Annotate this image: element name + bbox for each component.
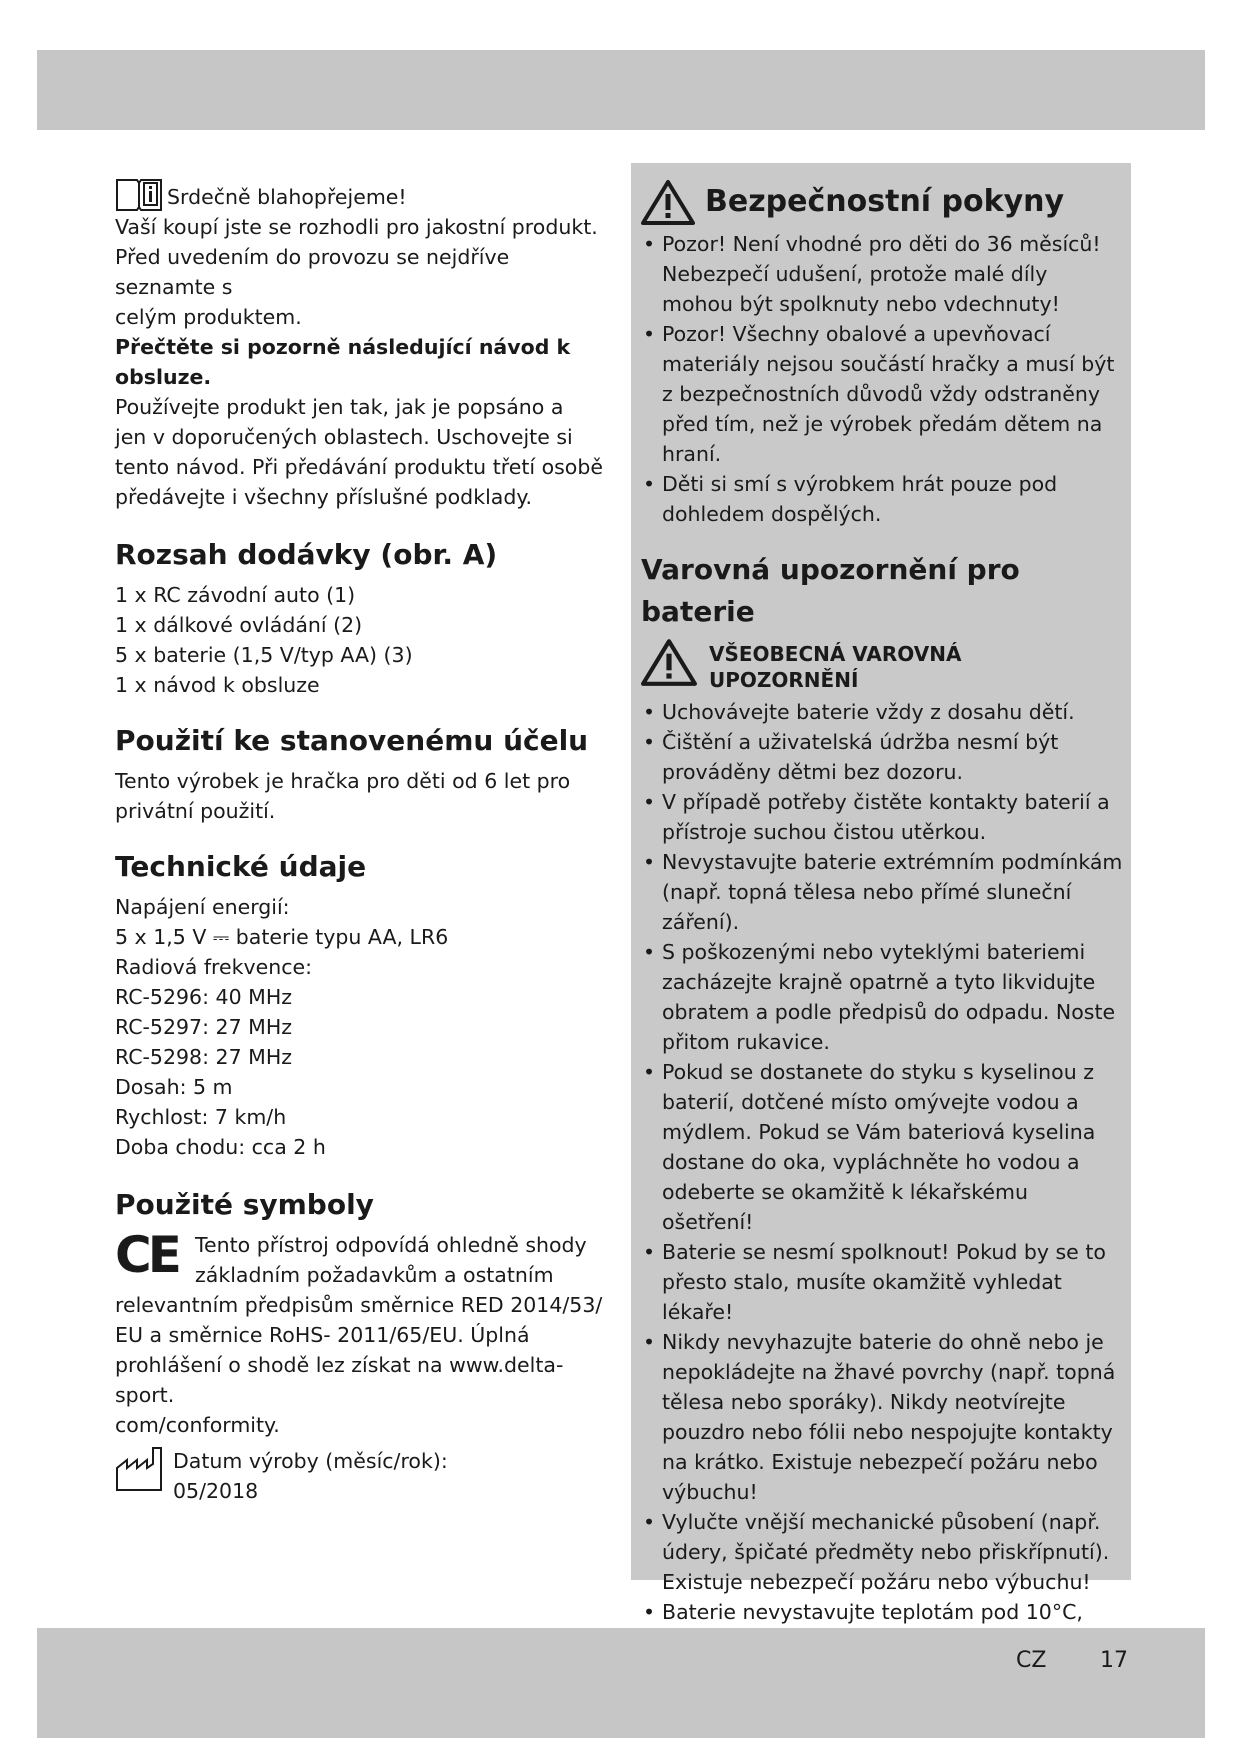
scope-item: 5 x baterie (1,5 V/typ AA) (3) xyxy=(115,643,413,667)
header-bar xyxy=(37,50,1205,130)
usage-line: Používejte produkt jen tak, jak je popsáno a xyxy=(115,395,564,419)
battery-item: • Baterie se nesmí spolknout! Pokud by se to přesto stalo, musíte okamžitě vyhledat lékaře! xyxy=(641,1237,1123,1327)
battery-item: • Nikdy nevyhazujte baterie do ohně nebo je nepokládejte na žhavé povrchy (např. topná tělesa nebo sporáky). Nikdy neotvírejte pouzdro nebo fólii nebo nespojujte kontakty na krátko. Existuje nebezpečí požáru nebo výbuchu! xyxy=(641,1327,1123,1507)
date-value: 05/2018 xyxy=(173,1479,259,1503)
battery-item: • Nevystavujte baterie extrémním podmínkám (např. topná tělesa nebo přímé sluneční záření). xyxy=(641,847,1123,937)
read-instructions-note: obsluze. xyxy=(115,365,212,389)
tech-list xyxy=(115,892,605,1162)
ce-line: com/conformity. xyxy=(115,1413,280,1437)
language-code: CZ xyxy=(1016,1648,1047,1673)
usage-line: předávejte i všechny příslušné podklady. xyxy=(115,485,533,509)
general-warning-row xyxy=(641,637,1123,693)
general-warning-title: VŠEOBECNÁ VAROVNÁ xyxy=(709,642,962,666)
usage-line: jen v doporučených oblastech. Uschovejte si xyxy=(115,425,573,449)
warning-icon xyxy=(641,637,697,687)
purpose-line: privátní použití. xyxy=(115,799,276,823)
tech-line: Dosah: 5 m xyxy=(115,1075,233,1099)
usage-line: tento návod. Při předávání produktu třetí osobě xyxy=(115,455,603,479)
safety-panel xyxy=(631,163,1131,1624)
general-warning-title: UPOZORNĚNÍ xyxy=(709,668,859,692)
battery-heading-line: baterie xyxy=(641,595,755,628)
battery-item: • Uchovávejte baterie vždy z dosahu dětí. xyxy=(641,697,1123,727)
tech-line: Napájení energií: xyxy=(115,895,290,919)
scope-item: 1 x RC závodní auto (1) xyxy=(115,583,356,607)
footer-bar xyxy=(37,1628,1205,1738)
symbols-heading: Použité symboly xyxy=(115,1188,374,1221)
safety-item: • Děti si smí s výrobkem hrát pouze pod dohledem dospělých. xyxy=(641,469,1123,529)
ce-row xyxy=(115,1226,605,1290)
tech-line: Rychlost: 7 km/h xyxy=(115,1105,287,1129)
tech-line: RC-5297: 27 MHz xyxy=(115,1015,292,1039)
safety-heading-row xyxy=(641,179,1123,225)
ce-line: EU a směrnice RoHS- 2011/65/EU. Úplná xyxy=(115,1323,530,1347)
tech-heading: Technické údaje xyxy=(115,850,367,883)
battery-item: • Vylučte vnější mechanické působení (např. údery, špičaté předměty nebo přiskřípnutí). Existuje nebezpečí požáru nebo výbuchu! xyxy=(641,1507,1123,1597)
page-number: 17 xyxy=(1100,1648,1128,1673)
purpose-heading: Použití ke stanovenému účelu xyxy=(115,724,589,757)
scope-heading: Rozsah dodávky (obr. A) xyxy=(115,538,498,571)
tech-line: Doba chodu: cca 2 h xyxy=(115,1135,326,1159)
intro-greeting-row xyxy=(115,176,605,212)
tech-line: Radiová frekvence: xyxy=(115,955,313,979)
tech-line: RC-5296: 40 MHz xyxy=(115,985,292,1009)
tech-line: RC-5298: 27 MHz xyxy=(115,1045,292,1069)
left-column xyxy=(115,176,605,1506)
greeting: Srdečně blahopřejeme! xyxy=(167,185,407,209)
tech-line: 5 x 1,5 V ⎓ baterie typu AA, LR6 xyxy=(115,925,449,949)
battery-item: • Baterie nevystavujte teplotám pod 10°C, xyxy=(641,1597,1123,1657)
scope-item: 1 x dálkové ovládání (2) xyxy=(115,613,363,637)
info-book-icon xyxy=(115,176,163,212)
manufacture-date-row xyxy=(115,1446,605,1506)
ce-line: relevantním předpisům směrnice RED 2014/53/ xyxy=(115,1293,603,1317)
safety-item: • Pozor! Všechny obalové a upevňovací materiály nejsou součástí hračky a musí být z bezpečnostních důvodů vždy odstraněny před tím, než je výrobek předám dětem na hraní. xyxy=(641,319,1123,469)
ce-line: Tento přístroj odpovídá ohledně shody xyxy=(195,1233,587,1257)
ce-line: základním požadavkům a ostatním xyxy=(195,1263,554,1287)
ce-mark: CE xyxy=(115,1226,178,1284)
battery-list xyxy=(641,697,1123,1657)
scope-item: 1 x návod k obsluze xyxy=(115,673,320,697)
battery-heading xyxy=(641,549,1123,633)
safety-item: • Pozor! Není vhodné pro děti do 36 měsíců! Nebezpečí udušení, protože malé díly mohou být spolknuty nebo vdechnuty! xyxy=(641,229,1123,319)
factory-icon xyxy=(115,1446,167,1492)
ce-line: prohlášení o shodě lez získat na www.delta-sport. xyxy=(115,1353,564,1407)
battery-item: • S poškozenými nebo vyteklými bateriemi zacházejte krajně opatrně a tyto likvidujte obratem a podle předpisů do odpadu. Noste přitom rukavice. xyxy=(641,937,1123,1057)
warning-icon xyxy=(641,179,695,225)
battery-item: • V případě potřeby čistěte kontakty baterií a přístroje suchou čistou utěrkou. xyxy=(641,787,1123,847)
intro-line: Vaší koupí jste se rozhodli pro jakostní produkt. xyxy=(115,215,598,239)
battery-heading-line: Varovná upozornění pro xyxy=(641,553,1020,586)
date-label: Datum výroby (měsíc/rok): xyxy=(173,1449,448,1473)
purpose-line: Tento výrobek je hračka pro děti od 6 let pro xyxy=(115,769,571,793)
battery-item: • Pokud se dostanete do styku s kyselinou z baterií, dotčené místo omývejte vodou a mýdlem. Pokud se Vám bateriová kyselina dostane do oka, vypláchněte ho vodou a odeberte se okamžitě k lékařskému ošetření! xyxy=(641,1057,1123,1237)
intro-line: celým produktem. xyxy=(115,305,302,329)
scope-list xyxy=(115,580,605,700)
safety-heading: Bezpečnostní pokyny xyxy=(705,184,1065,219)
safety-list xyxy=(641,229,1123,529)
read-instructions-note: Přečtěte si pozorně následující návod k xyxy=(115,335,571,359)
battery-item: • Čištění a uživatelská údržba nesmí být prováděny dětmi bez dozoru. xyxy=(641,727,1123,787)
intro-line: Před uvedením do provozu se nejdříve seznamte s xyxy=(115,245,510,299)
